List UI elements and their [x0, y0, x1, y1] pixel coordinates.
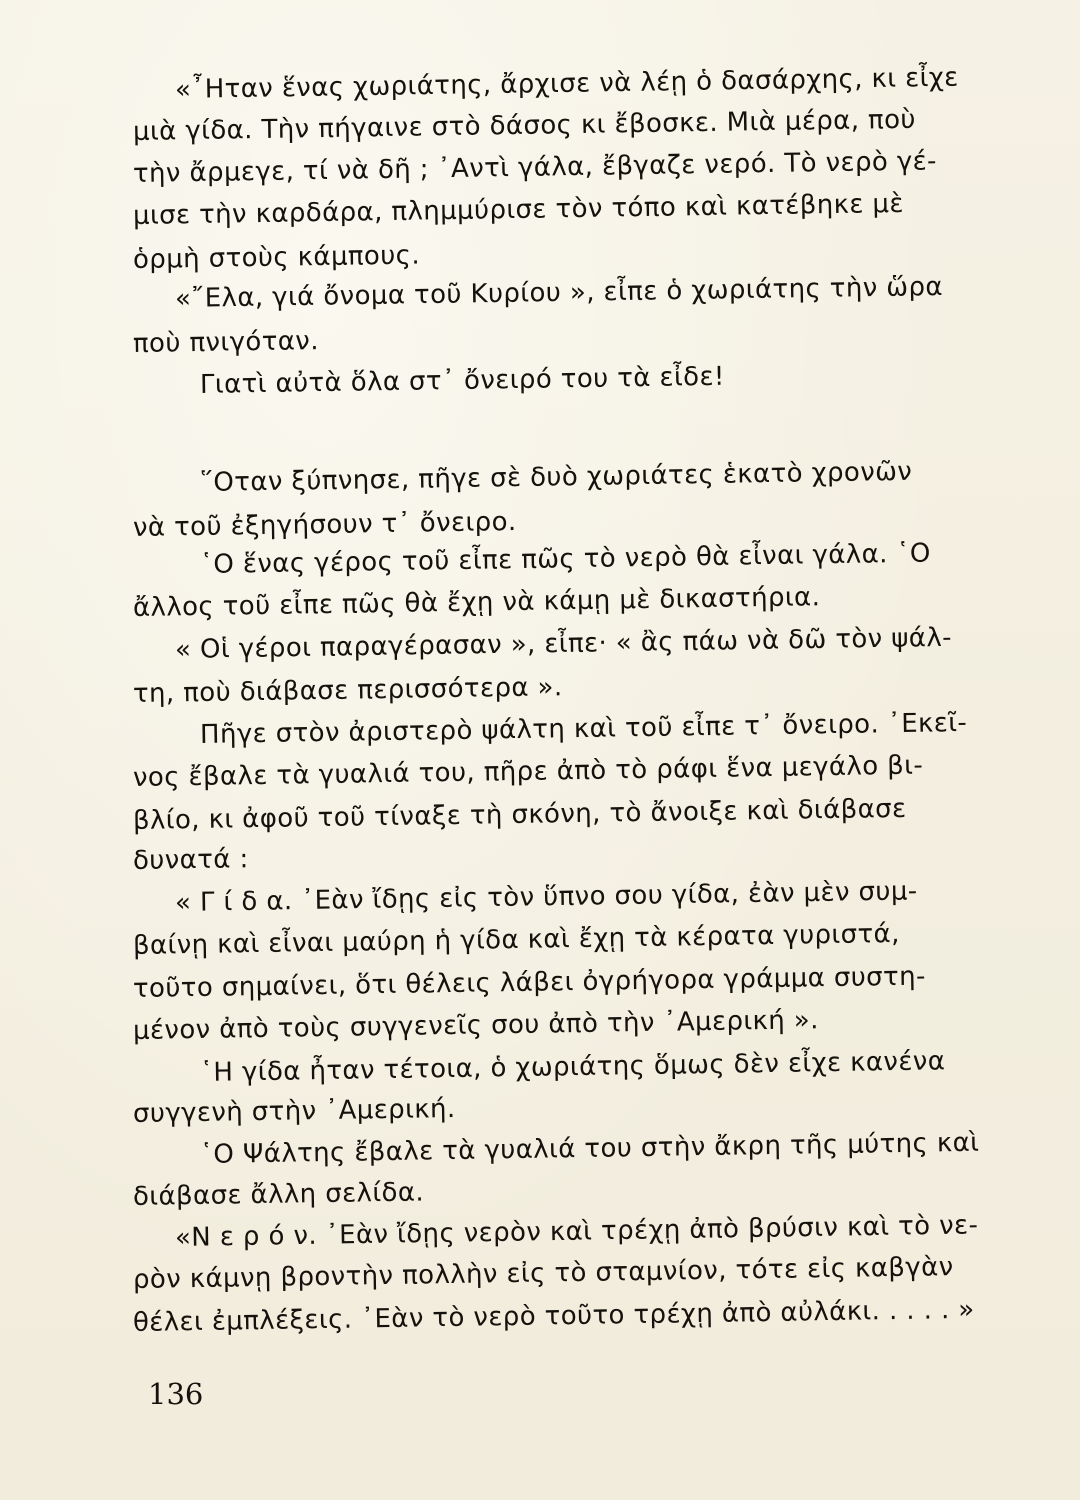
- page-number: 136: [148, 1377, 204, 1411]
- text-line: « Γ ί δ α. ᾿Εὰν ἴδῃς εἰς τὸν ὕπνο σου γίδα, ἐὰν μὲν συμ-: [174, 876, 918, 918]
- text-line: ποὺ πνιγόταν.: [132, 326, 320, 359]
- text-line: «῎Ελα, γιά ὄνομα τοῦ Κυρίου », εἶπε ὁ χωριάτης τὴν ὥρα: [174, 271, 944, 314]
- text-line: μισε τὴν καρδάρα, πλημμύρισε τὸν τόπο καὶ κατέβηκε μὲ: [132, 188, 905, 231]
- text-line: μιὰ γίδα. Τὴν πήγαινε στὸ δάσος κι ἔβοσκε. Μιὰ μέρα, ποὺ: [132, 104, 917, 147]
- text-line: μένον ἀπὸ τοὺς συγγενεῖς σου ἀπὸ τὴν ᾿Αμερική ».: [132, 1005, 820, 1046]
- text-line: νος ἔβαλε τὰ γυαλιά του, πῆρε ἀπὸ τὸ ράφι ἕνα μεγάλο βι-: [132, 750, 924, 793]
- text-line: τη, ποὺ διάβασε περισσότερα ».: [132, 672, 563, 709]
- text-line: « Οἱ γέροι παραγέρασαν », εἶπε· « ἂς πάω νὰ δῶ τὸν ψάλ-: [174, 622, 953, 665]
- text-line: ὁρμὴ στοὺς κάμπους.: [132, 240, 421, 275]
- text-line: ῾Ο ἕνας γέρος τοῦ εἶπε πῶς τὸ νερὸ θὰ εἶναι γάλα. ῾Ο: [199, 538, 931, 580]
- text-line: Γιατὶ αὐτὰ ὅλα στ᾿ ὄνειρό του τὰ εἶδε!: [199, 361, 725, 400]
- text-line: συγγενὴ στὴν ᾿Αμερική.: [132, 1093, 456, 1129]
- text-line: «῏Ηταν ἕνας χωριάτης, ἄρχισε νὰ λέῃ ὁ δασάρχης, κι εἶχε: [174, 62, 959, 105]
- text-line: ρὸν κάμνῃ βροντὴν πολλὴν εἰς τὸ σταμνίον, τότε εἰς καβγὰν: [132, 1252, 954, 1295]
- text-line: διάβασε ἄλλη σελίδα.: [132, 1177, 425, 1212]
- text-line: Πῆγε στὸν ἀριστερὸ ψάλτη καὶ τοῦ εἶπε τ᾿ ὄνειρο. ᾿Εκεῖ-: [199, 707, 968, 750]
- text-line: ῾Η γίδα ἦταν τέτοια, ὁ χωριάτης ὅμως δὲν εἶχε κανένα: [199, 1046, 946, 1088]
- text-line: δυνατά :: [132, 844, 249, 876]
- text-line: νὰ τοῦ ἐξηγήσουν τ᾿ ὄνειρο.: [132, 506, 517, 543]
- text-line: θέλει ἐμπλέξεις. ᾿Εὰν τὸ νερὸ τοῦτο τρέχῃ ἀπὸ αὐλάκι. . . . . »: [132, 1294, 975, 1338]
- text-line: τὴν ἄρμεγε, τί νὰ δῆ ; ᾿Αντὶ γάλα, ἔβγαζε νερό. Τὸ νερὸ γέ-: [132, 146, 938, 189]
- text-line: ῾Ο Ψάλτης ἔβαλε τὰ γυαλιά του στὴν ἄκρη τῆς μύτης καὶ: [199, 1127, 980, 1170]
- text-line: τοῦτο σημαίνει, ὅτι θέλεις λάβει ὀγρήγορα γράμμα συστη-: [132, 961, 926, 1004]
- text-line: βλίο, κι ἀφοῦ τοῦ τίναξε τὴ σκόνη, τὸ ἄνοιξε καὶ διάβασε: [132, 793, 907, 836]
- text-line: βαίνῃ καὶ εἶναι μαύρη ἡ γίδα καὶ ἔχῃ τὰ κέρατα γυριστά,: [132, 918, 901, 961]
- text-line: ῞Οταν ξύπνησε, πῆγε σὲ δυὸ χωριάτες ἑκατὸ χρονῶν: [199, 456, 913, 498]
- text-line: ἄλλος τοῦ εἶπε πῶς θὰ ἔχῃ νὰ κάμῃ μὲ δικαστήρια.: [132, 582, 821, 623]
- text-line: «Ν ε ρ ό ν. ᾿Εὰν ἴδῃς νερὸν καὶ τρέχῃ ἀπὸ βρύσιν καὶ τὸ νε-: [174, 1210, 979, 1253]
